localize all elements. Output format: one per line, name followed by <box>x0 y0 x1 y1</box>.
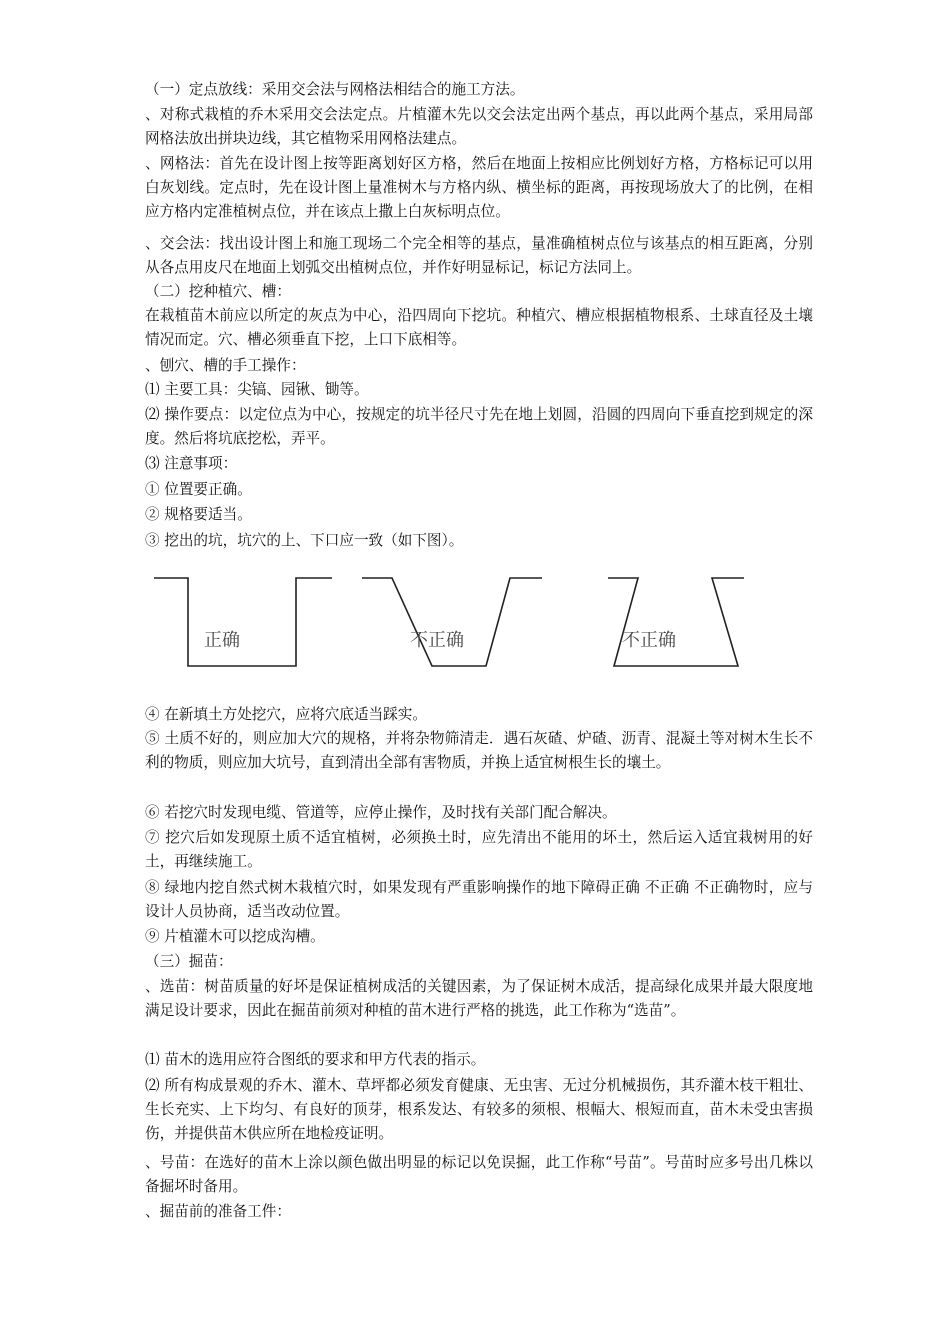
section-heading-1: （一）定点放线：采用交会法与网格法相结合的施工方法。 <box>145 81 525 98</box>
list-item: ② 规格要适当。 <box>145 506 252 523</box>
list-item: ⑥ 若挖穴时发现电缆、管道等，应停止操作，及时找有关部门配合解决。 <box>145 804 617 821</box>
pit-incorrect-narrow-outline <box>362 578 542 666</box>
list-item: ③ 挖出的坑，坑穴的上、下口应一致（如下图）。 <box>145 532 464 549</box>
list-item: ⑧ 绿地内挖自然式树木栽植穴时，如果发现有严重影响操作的地下障碍正确 不正确 不正确物时，应与设计人员协商，适当改动位置。 <box>145 879 813 921</box>
pit-correct-outline <box>154 578 332 666</box>
paragraph: 、交会法：找出设计图上和施工现场二个完全相等的基点，量准确植树点位与该基点的相互距离，分别从各点用皮尺在地面上划弧交出植树点位，并作好明显标记，标记方法同上。 <box>145 235 813 277</box>
paragraph: 在栽植苗木前应以所定的灰点为中心，沿四周向下挖坑。种植穴、槽应根据植物根系、土球直径及土壤情况而定。穴、槽必须垂直下挖，上口下底相等。 <box>145 307 813 349</box>
pit-incorrect-label-2: 不正确 <box>622 630 676 651</box>
pit-correct-label: 正确 <box>204 630 240 651</box>
section-heading-2: （二）挖种植穴、槽： <box>145 283 291 300</box>
list-item: ④ 在新填土方处挖穴，应将穴底适当踩实。 <box>145 706 427 723</box>
pit-shape-svg <box>140 560 760 690</box>
list-item: ⑵ 所有构成景观的乔木、灌木、草坪都必须发育健康、无虫害、无过分机械损伤，其乔灌木枝干粗壮、生长充实、上下均匀、有良好的顶芽，根系发达、有较多的须根、根幅大、根短而直，苗木未受虫害损伤，并提供苗木供应所在地检疫证明。 <box>145 1077 813 1143</box>
list-item: ⑤ 土质不好的，则应加大穴的规格，并将杂物筛清走．遇石灰碴、炉碴、沥青、混凝土等对树木生长不利的物质，则应加大坑号，直到清出全部有害物质，并换上适宜树根生长的壤土。 <box>145 730 813 772</box>
list-item: ⑴ 苗木的选用应符合图纸的要求和甲方代表的指示。 <box>145 1051 486 1068</box>
list-item: ⑦ 挖穴后如发现原土质不适宜植树，必须换土时，应先清出不能用的坏土，然后运入适宜栽树用的好土，再继续施工。 <box>145 829 813 871</box>
paragraph: 、对称式栽植的乔木采用交会法定点。片植灌木先以交会法定出两个基点，再以此两个基点，采用局部网格法放出拼块边线，其它植物采用网格法建点。 <box>145 106 813 148</box>
list-item: ⑴ 主要工具：尖镐、园锹、锄等。 <box>145 381 369 398</box>
pit-incorrect-wide-outline <box>608 578 744 666</box>
section-heading-3: （三）掘苗： <box>145 953 233 970</box>
paragraph: 、掘苗前的准备工件： <box>145 1203 291 1220</box>
pit-incorrect-label-1: 不正确 <box>410 630 464 651</box>
list-item: ⑵ 操作要点：以定位点为中心，按规定的坑半径尺寸先在地上划圆，沿圆的四周向下垂直挖到规定的深度。然后将坑底挖松，弄平。 <box>145 406 813 448</box>
list-item: ① 位置要正确。 <box>145 481 252 498</box>
paragraph: 、网格法：首先在设计图上按等距离划好区方格，然后在地面上按相应比例划好方格，方格标记可以用白灰划线。定点时，先在设计图上量准树木与方格内纵、横坐标的距离，再按现场放大了的比例，在相应方格内定准植树点位，并在该点上撒上白灰标明点位。 <box>145 155 813 221</box>
paragraph: 、刨穴、槽的手工操作： <box>145 357 306 374</box>
pit-shape-diagram <box>140 560 760 690</box>
list-item: ⑶ 注意事项： <box>145 455 238 472</box>
list-item: ⑨ 片植灌木可以挖成沟槽。 <box>145 928 325 945</box>
paragraph: 、选苗：树苗质量的好坏是保证植树成活的关键因素，为了保证树木成活，提高绿化成果并最大限度地满足设计要求，因此在掘苗前须对种植的苗木进行严格的挑选，此工作称为“选苗”。 <box>145 978 813 1020</box>
paragraph: 、号苗：在选好的苗木上涂以颜色做出明显的标记以免误掘，此工作称“号苗”。号苗时应多号出几株以备掘坏时备用。 <box>145 1154 813 1196</box>
